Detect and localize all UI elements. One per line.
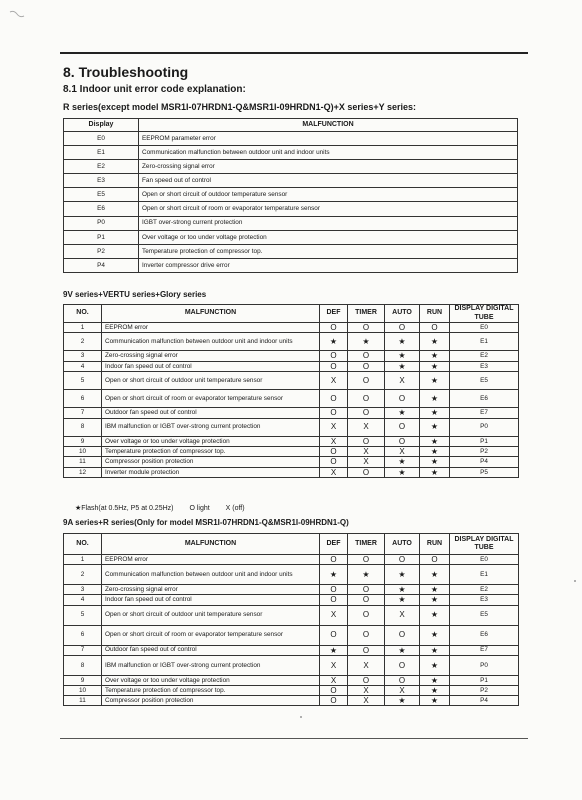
def-led-cell: O: [320, 555, 348, 565]
table-row: [64, 188, 518, 202]
run-led-cell: ★: [420, 675, 450, 685]
timer-led-cell: O: [348, 555, 385, 565]
table-row: [64, 585, 519, 595]
timer-led-cell: O: [348, 625, 385, 645]
error-code-table-r: [63, 118, 518, 273]
malfunction-cell: Inverter compressor drive error: [139, 258, 518, 272]
bottom-rule: [60, 738, 528, 739]
row-number-cell: 9: [64, 675, 102, 685]
row-number-cell: 3: [64, 351, 102, 361]
display-code-cell: E2: [450, 351, 519, 361]
display-code-cell: E7: [450, 408, 519, 418]
timer-led-cell: O: [348, 361, 385, 371]
table-row: [64, 230, 518, 244]
def-led-cell: O: [320, 595, 348, 605]
legend-light: O light: [189, 505, 210, 512]
header-malfunction: MALFUNCTION: [102, 305, 320, 323]
header-auto: AUTO: [385, 305, 420, 323]
scan-speck: [300, 716, 302, 718]
display-code-cell: P4: [450, 457, 519, 467]
malfunction-cell: Open or short circuit of outdoor unit temperature sensor: [102, 372, 320, 390]
series-9a-title: 9A series+R series(Only for model MSR1I-07HRDN1-Q&MSR1I-09HRDN1-Q): [63, 518, 349, 527]
display-code-cell: E3: [450, 361, 519, 371]
auto-led-cell: ★: [385, 408, 420, 418]
table-row: [64, 645, 519, 655]
row-number-cell: 5: [64, 605, 102, 625]
run-led-cell: ★: [420, 436, 450, 446]
row-number-cell: 6: [64, 625, 102, 645]
row-number-cell: 7: [64, 408, 102, 418]
timer-led-cell: X: [348, 696, 385, 706]
auto-led-cell: O: [385, 418, 420, 436]
error-code-cell: P4: [64, 258, 139, 272]
table-row: [64, 333, 519, 351]
table-row: [64, 685, 519, 695]
table-row: [64, 202, 518, 216]
timer-led-cell: O: [348, 585, 385, 595]
malfunction-cell: Temperature protection of compressor top.: [139, 244, 518, 258]
table-row: [64, 457, 519, 467]
header-display-tube: DISPLAY DIGITAL TUBE: [450, 534, 519, 555]
def-led-cell: O: [320, 457, 348, 467]
timer-led-cell: O: [348, 675, 385, 685]
row-number-cell: 8: [64, 418, 102, 436]
auto-led-cell: ★: [385, 457, 420, 467]
error-code-table-9v: [63, 304, 519, 478]
display-code-cell: P0: [450, 418, 519, 436]
table-row: [64, 351, 519, 361]
error-code-cell: P2: [64, 244, 139, 258]
display-code-cell: E0: [450, 323, 519, 333]
table-row: [64, 160, 518, 174]
header-auto: AUTO: [385, 534, 420, 555]
malfunction-cell: Outdoor fan speed out of control: [102, 645, 320, 655]
def-led-cell: X: [320, 655, 348, 675]
row-number-cell: 11: [64, 696, 102, 706]
timer-led-cell: X: [348, 457, 385, 467]
header-run: RUN: [420, 305, 450, 323]
malfunction-cell: Fan speed out of control: [139, 174, 518, 188]
table-header-row: [64, 119, 518, 132]
display-code-cell: E6: [450, 390, 519, 408]
malfunction-cell: Open or short circuit of room or evaporator temperature sensor: [139, 202, 518, 216]
timer-led-cell: O: [348, 390, 385, 408]
timer-led-cell: O: [348, 645, 385, 655]
header-timer: TIMER: [348, 305, 385, 323]
table-row: [64, 258, 518, 272]
error-code-cell: E3: [64, 174, 139, 188]
malfunction-cell: Communication malfunction between outdoor unit and indoor units: [102, 565, 320, 585]
row-number-cell: 4: [64, 595, 102, 605]
table-row: [64, 625, 519, 645]
run-led-cell: ★: [420, 595, 450, 605]
row-number-cell: 4: [64, 361, 102, 371]
error-code-cell: P1: [64, 230, 139, 244]
row-number-cell: 3: [64, 585, 102, 595]
run-led-cell: ★: [420, 351, 450, 361]
auto-led-cell: ★: [385, 595, 420, 605]
malfunction-cell: Zero-crossing signal error: [139, 160, 518, 174]
malfunction-cell: EEPROM parameter error: [139, 132, 518, 146]
malfunction-cell: Inverter module protection: [102, 467, 320, 477]
run-led-cell: ★: [420, 446, 450, 456]
display-code-cell: E5: [450, 605, 519, 625]
timer-led-cell: O: [348, 436, 385, 446]
row-number-cell: 2: [64, 333, 102, 351]
legend-note: [75, 504, 259, 512]
scan-mark-icon: [8, 8, 30, 22]
def-led-cell: O: [320, 685, 348, 695]
auto-led-cell: O: [385, 436, 420, 446]
auto-led-cell: ★: [385, 467, 420, 477]
error-code-cell: E2: [64, 160, 139, 174]
timer-led-cell: O: [348, 372, 385, 390]
malfunction-cell: IBM malfunction or IGBT over-strong current protection: [102, 655, 320, 675]
auto-led-cell: X: [385, 446, 420, 456]
def-led-cell: O: [320, 351, 348, 361]
run-led-cell: ★: [420, 408, 450, 418]
row-number-cell: 9: [64, 436, 102, 446]
header-malfunction: MALFUNCTION: [102, 534, 320, 555]
auto-led-cell: ★: [385, 585, 420, 595]
auto-led-cell: O: [385, 390, 420, 408]
display-code-cell: P4: [450, 696, 519, 706]
def-led-cell: O: [320, 323, 348, 333]
row-number-cell: 10: [64, 446, 102, 456]
error-code-cell: E6: [64, 202, 139, 216]
auto-led-cell: ★: [385, 645, 420, 655]
run-led-cell: O: [420, 555, 450, 565]
table-row: [64, 605, 519, 625]
subsection-heading: 8.1 Indoor unit error code explanation:: [63, 84, 246, 95]
malfunction-cell: Indoor fan speed out of control: [102, 361, 320, 371]
malfunction-cell: Compressor position protection: [102, 696, 320, 706]
timer-led-cell: O: [348, 467, 385, 477]
header-run: RUN: [420, 534, 450, 555]
auto-led-cell: ★: [385, 696, 420, 706]
def-led-cell: X: [320, 436, 348, 446]
table-row: [64, 655, 519, 675]
malfunction-cell: Zero-crossing signal error: [102, 585, 320, 595]
display-code-cell: E0: [450, 555, 519, 565]
row-number-cell: 12: [64, 467, 102, 477]
table-row: [64, 555, 519, 565]
auto-led-cell: O: [385, 625, 420, 645]
top-rule: [60, 52, 528, 54]
timer-led-cell: X: [348, 446, 385, 456]
auto-led-cell: ★: [385, 361, 420, 371]
auto-led-cell: O: [385, 675, 420, 685]
malfunction-cell: Open or short circuit of room or evaporator temperature sensor: [102, 390, 320, 408]
scan-speck: [574, 580, 576, 582]
header-no: NO.: [64, 305, 102, 323]
timer-led-cell: O: [348, 605, 385, 625]
run-led-cell: ★: [420, 655, 450, 675]
malfunction-cell: Open or short circuit of outdoor unit temperature sensor: [102, 605, 320, 625]
table-row: [64, 446, 519, 456]
table-row: [64, 323, 519, 333]
malfunction-cell: IBM malfunction or IGBT over-strong current protection: [102, 418, 320, 436]
run-led-cell: ★: [420, 333, 450, 351]
error-code-cell: E0: [64, 132, 139, 146]
display-code-cell: P1: [450, 675, 519, 685]
row-number-cell: 10: [64, 685, 102, 695]
series-9v-title: 9V series+VERTU series+Glory series: [63, 290, 207, 299]
display-code-cell: E1: [450, 333, 519, 351]
row-number-cell: 1: [64, 555, 102, 565]
row-number-cell: 8: [64, 655, 102, 675]
header-display: Display: [64, 119, 139, 132]
auto-led-cell: O: [385, 555, 420, 565]
run-led-cell: ★: [420, 585, 450, 595]
timer-led-cell: O: [348, 323, 385, 333]
legend-off: X (off): [225, 505, 245, 512]
run-led-cell: ★: [420, 696, 450, 706]
run-led-cell: ★: [420, 457, 450, 467]
run-led-cell: O: [420, 323, 450, 333]
malfunction-cell: Communication malfunction between outdoor unit and indoor units: [102, 333, 320, 351]
timer-led-cell: O: [348, 351, 385, 361]
display-code-cell: P2: [450, 446, 519, 456]
malfunction-cell: Over voltage or too under voltage protection: [102, 675, 320, 685]
run-led-cell: ★: [420, 390, 450, 408]
error-code-cell: E1: [64, 146, 139, 160]
header-no: NO.: [64, 534, 102, 555]
error-code-table-9a: [63, 533, 519, 706]
display-code-cell: E3: [450, 595, 519, 605]
def-led-cell: X: [320, 675, 348, 685]
table-row: [64, 174, 518, 188]
malfunction-cell: Temperature protection of compressor top.: [102, 685, 320, 695]
display-code-cell: E6: [450, 625, 519, 645]
timer-led-cell: ★: [348, 333, 385, 351]
run-led-cell: ★: [420, 418, 450, 436]
table-row: [64, 146, 518, 160]
def-led-cell: O: [320, 361, 348, 371]
error-code-cell: E5: [64, 188, 139, 202]
row-number-cell: 1: [64, 323, 102, 333]
table-row: [64, 565, 519, 585]
table-row: [64, 696, 519, 706]
def-led-cell: ★: [320, 565, 348, 585]
display-code-cell: P5: [450, 467, 519, 477]
def-led-cell: O: [320, 408, 348, 418]
display-code-cell: P2: [450, 685, 519, 695]
def-led-cell: X: [320, 418, 348, 436]
table-row: [64, 595, 519, 605]
def-led-cell: ★: [320, 645, 348, 655]
malfunction-cell: EEPROM error: [102, 323, 320, 333]
run-led-cell: ★: [420, 372, 450, 390]
malfunction-cell: Zero-crossing signal error: [102, 351, 320, 361]
run-led-cell: ★: [420, 565, 450, 585]
malfunction-cell: Over voltage or too under voltage protection: [139, 230, 518, 244]
table-row: [64, 216, 518, 230]
timer-led-cell: X: [348, 685, 385, 695]
display-code-cell: E2: [450, 585, 519, 595]
table-row: [64, 361, 519, 371]
header-timer: TIMER: [348, 534, 385, 555]
row-number-cell: 2: [64, 565, 102, 585]
section-heading: 8. Troubleshooting: [63, 64, 189, 80]
def-led-cell: X: [320, 372, 348, 390]
def-led-cell: O: [320, 585, 348, 595]
malfunction-cell: EEPROM error: [102, 555, 320, 565]
table-row: [64, 436, 519, 446]
run-led-cell: ★: [420, 361, 450, 371]
auto-led-cell: X: [385, 605, 420, 625]
malfunction-cell: Indoor fan speed out of control: [102, 595, 320, 605]
error-code-cell: P0: [64, 216, 139, 230]
header-def: DEF: [320, 534, 348, 555]
table-header-row: [64, 534, 519, 555]
def-led-cell: O: [320, 625, 348, 645]
table-row: [64, 372, 519, 390]
auto-led-cell: ★: [385, 333, 420, 351]
display-code-cell: P1: [450, 436, 519, 446]
timer-led-cell: X: [348, 418, 385, 436]
display-code-cell: E1: [450, 565, 519, 585]
display-code-cell: E7: [450, 645, 519, 655]
malfunction-cell: Communication malfunction between outdoor unit and indoor units: [139, 146, 518, 160]
run-led-cell: ★: [420, 625, 450, 645]
timer-led-cell: O: [348, 408, 385, 418]
malfunction-cell: Open or short circuit of room or evaporator temperature sensor: [102, 625, 320, 645]
malfunction-cell: IGBT over-strong current protection: [139, 216, 518, 230]
malfunction-cell: Outdoor fan speed out of control: [102, 408, 320, 418]
series-r-title: R series(except model MSR1I-07HRDN1-Q&MSR1I-09HRDN1-Q)+X series+Y series:: [63, 102, 416, 112]
run-led-cell: ★: [420, 685, 450, 695]
header-def: DEF: [320, 305, 348, 323]
table-row: [64, 390, 519, 408]
run-led-cell: ★: [420, 645, 450, 655]
def-led-cell: ★: [320, 333, 348, 351]
table-row: [64, 132, 518, 146]
table-header-row: [64, 305, 519, 323]
timer-led-cell: O: [348, 595, 385, 605]
malfunction-cell: Temperature protection of compressor top.: [102, 446, 320, 456]
auto-led-cell: X: [385, 372, 420, 390]
display-code-cell: P0: [450, 655, 519, 675]
auto-led-cell: ★: [385, 565, 420, 585]
timer-led-cell: ★: [348, 565, 385, 585]
def-led-cell: X: [320, 605, 348, 625]
table-row: [64, 244, 518, 258]
auto-led-cell: O: [385, 655, 420, 675]
header-display-tube: DISPLAY DIGITAL TUBE: [450, 305, 519, 323]
legend-flash: ★Flash(at 0.5Hz, P5 at 0.25Hz): [75, 505, 174, 512]
malfunction-cell: Over voltage or too under voltage protection: [102, 436, 320, 446]
def-led-cell: X: [320, 467, 348, 477]
malfunction-cell: Compressor position protection: [102, 457, 320, 467]
def-led-cell: O: [320, 390, 348, 408]
def-led-cell: O: [320, 446, 348, 456]
row-number-cell: 11: [64, 457, 102, 467]
row-number-cell: 7: [64, 645, 102, 655]
header-malfunction: MALFUNCTION: [139, 119, 518, 132]
table-row: [64, 418, 519, 436]
malfunction-cell: Open or short circuit of outdoor temperature sensor: [139, 188, 518, 202]
auto-led-cell: O: [385, 323, 420, 333]
table-row: [64, 675, 519, 685]
auto-led-cell: ★: [385, 351, 420, 361]
row-number-cell: 6: [64, 390, 102, 408]
table-row: [64, 408, 519, 418]
def-led-cell: O: [320, 696, 348, 706]
table-row: [64, 467, 519, 477]
run-led-cell: ★: [420, 605, 450, 625]
timer-led-cell: X: [348, 655, 385, 675]
auto-led-cell: X: [385, 685, 420, 695]
display-code-cell: E5: [450, 372, 519, 390]
row-number-cell: 5: [64, 372, 102, 390]
run-led-cell: ★: [420, 467, 450, 477]
